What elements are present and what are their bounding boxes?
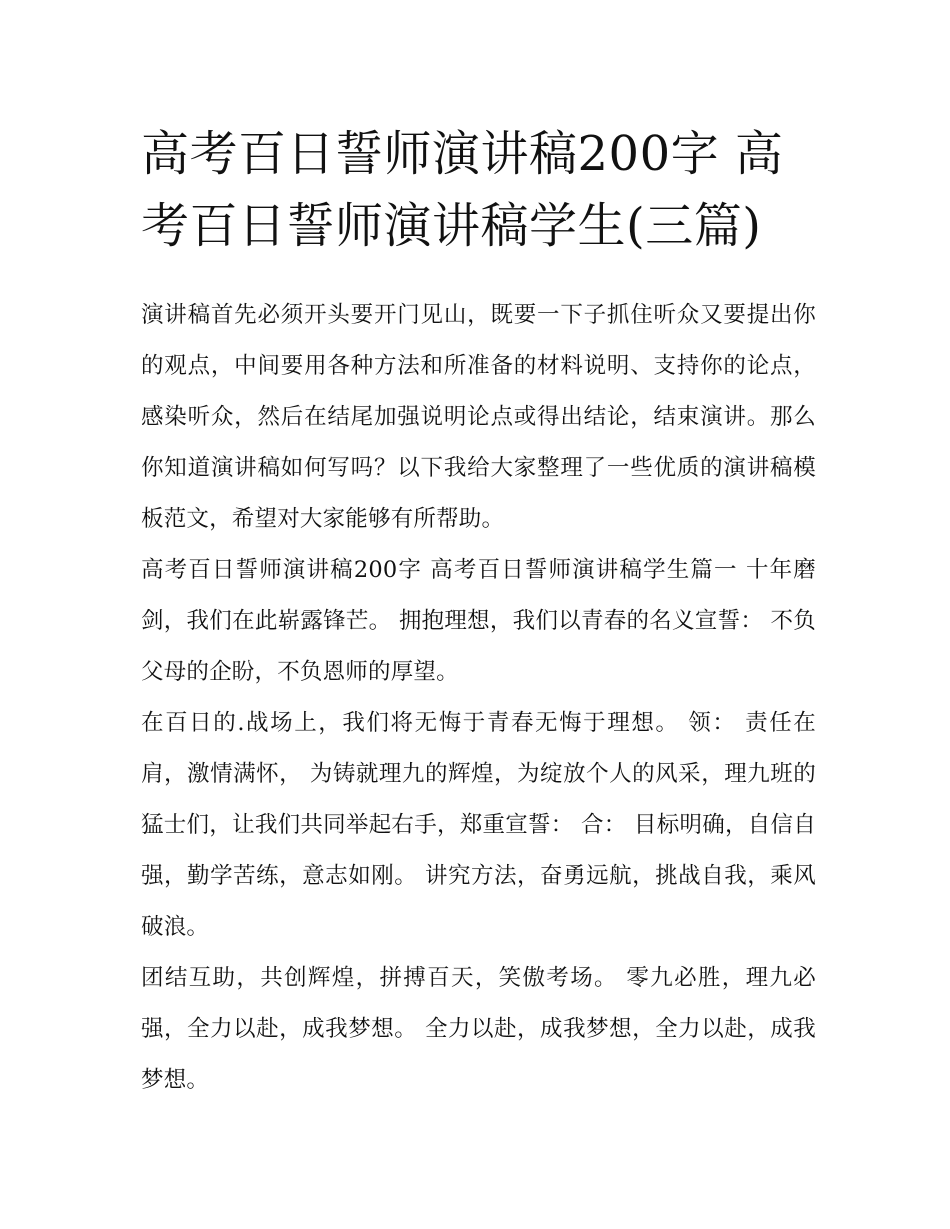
speech-paragraph-1: 高考百日誓师演讲稿200字 高考百日誓师演讲稿学生篇一 十年磨剑，我们在此崭露锋芒。 拥抱理想，我们以青春的名义宣誓： 不负父母的企盼，不负恩师的厚望。 bbox=[141, 557, 816, 685]
speech-paragraph-2: 在百日的.战场上，我们将无悔于青春无悔于理想。 领： 责任在肩，激情满怀， 为铸就理九的辉煌，为绽放个人的风采，理九班的猛士们，让我们共同举起右手，郑重宣誓： 合： 目标明确，自信自强，勤学苦练，意志如刚。 讲究方法，奋勇远航，挑战自我，乘风破浪。 bbox=[141, 710, 816, 940]
document-title: 高考百日誓师演讲稿200字 高考百日誓师演讲稿学生(三篇) bbox=[141, 126, 784, 254]
intro-paragraph: 演讲稿首先必须开头要开门见山，既要一下子抓住听众又要提出你的观点，中间要用各种方法和所准备的材料说明、支持你的论点，感染听众，然后在结尾加强说明论点或得出结论，结束演讲。那么你知道演讲稿如何写吗？以下我给大家整理了一些优质的演讲稿模板范文，希望对大家能够有所帮助。 bbox=[141, 302, 816, 532]
speech-paragraph-3: 团结互助，共创辉煌，拼搏百天，笑傲考场。 零九必胜，理九必强，全力以赴，成我梦想。 全力以赴，成我梦想，全力以赴，成我梦想。 bbox=[141, 965, 816, 1093]
document-page bbox=[141, 118, 816, 1106]
